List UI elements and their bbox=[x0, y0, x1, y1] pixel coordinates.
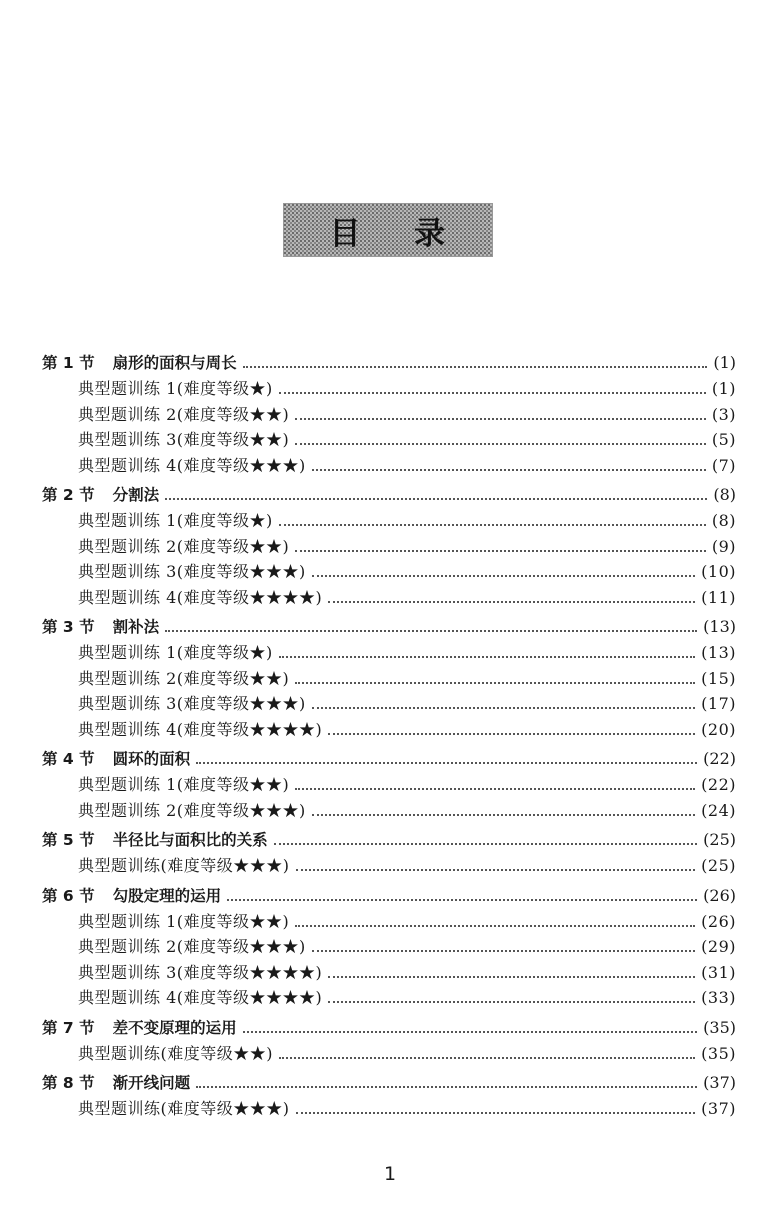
toc-page-ref: (10) bbox=[701, 562, 736, 581]
subitem-label: 典型题训练(难度等级★★★) bbox=[78, 1099, 290, 1118]
toc-subitem-text bbox=[78, 402, 289, 428]
toc-page-ref: (9) bbox=[711, 536, 736, 556]
dot-leader bbox=[279, 383, 706, 394]
toc-subitem-text bbox=[78, 798, 306, 824]
dot-leader bbox=[227, 890, 697, 901]
toc-subitem-text bbox=[78, 640, 273, 666]
subitem-label: 典型题训练 4(难度等级★★★) bbox=[78, 455, 306, 475]
toc-page-ref: (17) bbox=[701, 694, 736, 713]
toc-page-ref: (31) bbox=[701, 962, 736, 982]
toc-page-ref: (7) bbox=[711, 455, 736, 475]
toc-section-text bbox=[42, 1070, 190, 1097]
toc-section[interactable] bbox=[42, 613, 736, 640]
toc-page-ref: (15) bbox=[701, 668, 736, 688]
toc-section[interactable] bbox=[42, 349, 736, 376]
toc-subitem-text bbox=[78, 508, 273, 534]
toc-subitem-text bbox=[78, 427, 289, 453]
toc-subitem[interactable] bbox=[42, 691, 736, 717]
toc-page-ref: (22) bbox=[703, 749, 736, 768]
toc-page-ref: (1) bbox=[711, 379, 736, 398]
dot-leader bbox=[165, 489, 707, 500]
toc-section-text bbox=[42, 827, 268, 854]
toc-page-ref: (24) bbox=[701, 800, 736, 820]
subitem-label: 典型题训练 2(难度等级★★) bbox=[78, 404, 290, 424]
subitem-label: 典型题训练 4(难度等级★★★★) bbox=[78, 719, 323, 739]
toc-page-ref: (8) bbox=[713, 485, 736, 504]
toc-subitem[interactable] bbox=[42, 376, 736, 402]
dot-leader bbox=[312, 698, 695, 709]
dot-leader bbox=[295, 434, 706, 445]
page-number: 1 bbox=[383, 1163, 397, 1185]
table-of-contents bbox=[42, 349, 736, 1122]
dot-leader bbox=[295, 779, 695, 790]
dot-leader bbox=[243, 357, 708, 368]
toc-page-ref: (22) bbox=[701, 775, 736, 794]
toc-subitem[interactable] bbox=[42, 585, 736, 611]
toc-subitem-text bbox=[78, 666, 289, 692]
toc-subitem[interactable] bbox=[42, 772, 736, 798]
toc-subitem[interactable] bbox=[42, 960, 736, 986]
dot-leader bbox=[328, 967, 695, 978]
toc-page-ref: (8) bbox=[711, 511, 736, 530]
toc-page-ref: (35) bbox=[703, 1017, 736, 1037]
toc-section-text bbox=[42, 883, 221, 910]
toc-page-ref: (5) bbox=[711, 430, 736, 449]
toc-page-ref: (26) bbox=[703, 885, 736, 905]
toc-subitem-text bbox=[78, 960, 322, 986]
section-name: 圆环的面积 bbox=[112, 750, 191, 768]
toc-page-ref: (37) bbox=[701, 1099, 736, 1118]
subitem-label: 典型题训练 1(难度等级★) bbox=[78, 511, 273, 530]
subitem-label: 典型题训练 4(难度等级★★★★) bbox=[78, 587, 323, 607]
toc-page-ref: (3) bbox=[711, 404, 736, 424]
toc-section-text bbox=[42, 350, 237, 377]
toc-subitem-text bbox=[78, 453, 306, 479]
dot-leader bbox=[295, 541, 706, 552]
subitem-label: 典型题训练 2(难度等级★★★) bbox=[78, 937, 306, 956]
toc-section-text bbox=[42, 1015, 237, 1042]
toc-subitem[interactable] bbox=[42, 508, 736, 534]
toc-subitem[interactable] bbox=[42, 853, 736, 879]
toc-subitem-text bbox=[78, 853, 290, 879]
toc-section[interactable] bbox=[42, 481, 736, 508]
toc-subitem[interactable] bbox=[42, 427, 736, 453]
toc-page-ref: (25) bbox=[703, 830, 736, 849]
subitem-label: 典型题训练 3(难度等级★★★) bbox=[78, 694, 306, 713]
section-number: 第 2 节 bbox=[42, 486, 95, 504]
toc-subitem[interactable] bbox=[42, 402, 736, 428]
toc-subitem[interactable] bbox=[42, 1041, 736, 1067]
dot-leader bbox=[196, 1077, 697, 1088]
toc-page-ref: (25) bbox=[701, 856, 736, 875]
subitem-label: 典型题训练 1(难度等级★★) bbox=[78, 775, 290, 794]
toc-subitem-text bbox=[78, 376, 273, 402]
section-number: 第 7 节 bbox=[42, 1018, 95, 1037]
section-name: 半径比与面积比的关系 bbox=[112, 831, 268, 849]
dot-leader bbox=[312, 805, 695, 816]
section-number: 第 3 节 bbox=[42, 618, 95, 636]
dot-leader bbox=[328, 592, 695, 603]
section-name: 差不变原理的运用 bbox=[112, 1018, 237, 1037]
toc-title-char-2: 录 bbox=[414, 215, 447, 252]
toc-subitem[interactable] bbox=[42, 534, 736, 560]
toc-subitem-text bbox=[78, 691, 306, 717]
toc-page-ref: (20) bbox=[701, 719, 736, 739]
toc-page-ref: (26) bbox=[701, 911, 736, 931]
section-name: 渐开线问题 bbox=[112, 1074, 191, 1092]
dot-leader bbox=[295, 916, 695, 927]
dot-leader bbox=[196, 753, 697, 764]
subitem-label: 典型题训练 2(难度等级★★) bbox=[78, 668, 290, 688]
toc-section-text bbox=[42, 614, 159, 641]
subitem-label: 典型题训练 2(难度等级★★★) bbox=[78, 800, 306, 820]
dot-leader bbox=[328, 992, 695, 1003]
toc-subitem-text bbox=[78, 985, 322, 1011]
toc-section-text bbox=[42, 746, 190, 773]
toc-page-ref: (29) bbox=[701, 937, 736, 956]
toc-page-ref: (33) bbox=[701, 988, 736, 1007]
toc-section[interactable] bbox=[42, 1014, 736, 1041]
toc-subitem-text bbox=[78, 772, 289, 798]
subitem-label: 典型题训练 3(难度等级★★) bbox=[78, 430, 290, 449]
subitem-label: 典型题训练 3(难度等级★★★★) bbox=[78, 962, 323, 982]
dot-leader bbox=[312, 941, 695, 952]
subitem-label: 典型题训练 1(难度等级★) bbox=[78, 379, 273, 398]
toc-section[interactable] bbox=[42, 826, 736, 853]
dot-leader bbox=[279, 1048, 695, 1059]
subitem-label: 典型题训练 1(难度等级★) bbox=[78, 643, 273, 662]
toc-subitem-text bbox=[78, 909, 289, 935]
toc-subitem-text bbox=[78, 1096, 290, 1122]
subitem-label: 典型题训练 3(难度等级★★★) bbox=[78, 562, 306, 581]
toc-page-ref: (35) bbox=[701, 1043, 736, 1063]
dot-leader bbox=[296, 860, 696, 871]
section-number: 第 1 节 bbox=[42, 354, 95, 372]
section-number: 第 4 节 bbox=[42, 750, 95, 768]
subitem-label: 典型题训练 2(难度等级★★) bbox=[78, 536, 290, 556]
section-number: 第 8 节 bbox=[42, 1074, 95, 1092]
dot-leader bbox=[312, 460, 706, 471]
toc-title-banner bbox=[283, 203, 493, 257]
toc-section-text bbox=[42, 482, 159, 509]
subitem-label: 典型题训练(难度等级★★) bbox=[78, 1043, 273, 1063]
subitem-label: 典型题训练(难度等级★★★) bbox=[78, 856, 290, 875]
toc-title-char-1: 目 bbox=[329, 215, 362, 252]
subitem-label: 典型题训练 4(难度等级★★★★) bbox=[78, 988, 323, 1007]
toc-page-ref: (1) bbox=[713, 353, 736, 372]
toc-page-ref: (13) bbox=[701, 643, 736, 662]
dot-leader bbox=[279, 515, 706, 526]
toc-subitem-text bbox=[78, 534, 289, 560]
toc-subitem[interactable] bbox=[42, 453, 736, 479]
dot-leader bbox=[279, 647, 695, 658]
toc-subitem[interactable] bbox=[42, 909, 736, 935]
toc-subitem[interactable] bbox=[42, 985, 736, 1011]
toc-section[interactable] bbox=[42, 745, 736, 772]
dot-leader bbox=[165, 621, 697, 632]
toc-subitem-text bbox=[78, 934, 306, 960]
toc-subitem-text bbox=[78, 585, 322, 611]
section-number: 第 6 节 bbox=[42, 886, 95, 905]
toc-subitem-text bbox=[78, 559, 306, 585]
dot-leader bbox=[328, 724, 695, 735]
dot-leader bbox=[243, 1022, 698, 1033]
toc-page-ref: (11) bbox=[701, 587, 736, 607]
toc-subitem[interactable] bbox=[42, 798, 736, 824]
dot-leader bbox=[274, 834, 698, 845]
toc-subitem[interactable] bbox=[42, 934, 736, 960]
dot-leader bbox=[296, 1103, 696, 1114]
toc-subitem[interactable] bbox=[42, 717, 736, 743]
toc-subitem[interactable] bbox=[42, 666, 736, 692]
toc-subitem[interactable] bbox=[42, 559, 736, 585]
toc-page-ref: (13) bbox=[703, 617, 736, 636]
dot-leader bbox=[312, 566, 695, 577]
toc-subitem[interactable] bbox=[42, 1096, 736, 1122]
section-name: 勾股定理的运用 bbox=[112, 886, 222, 905]
dot-leader bbox=[295, 409, 706, 420]
section-name: 分割法 bbox=[112, 486, 160, 504]
section-number: 第 5 节 bbox=[42, 831, 95, 849]
subitem-label: 典型题训练 1(难度等级★★) bbox=[78, 911, 290, 931]
toc-section[interactable] bbox=[42, 882, 736, 909]
toc-subitem[interactable] bbox=[42, 640, 736, 666]
toc-subitem-text bbox=[78, 1041, 273, 1067]
dot-leader bbox=[295, 673, 695, 684]
toc-section[interactable] bbox=[42, 1069, 736, 1096]
section-name: 扇形的面积与周长 bbox=[112, 354, 237, 372]
toc-subitem-text bbox=[78, 717, 322, 743]
toc-page-ref: (37) bbox=[703, 1073, 736, 1092]
section-name: 割补法 bbox=[112, 618, 160, 636]
